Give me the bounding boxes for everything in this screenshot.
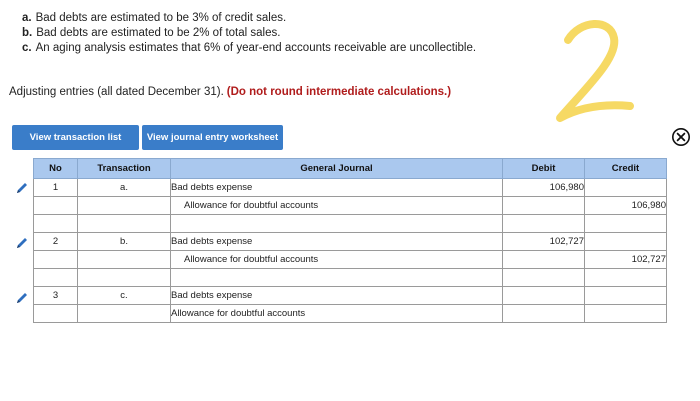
cell-account[interactable]: Allowance for doubtful accounts xyxy=(171,197,503,215)
header-credit: Credit xyxy=(585,159,667,179)
cell-debit[interactable] xyxy=(503,287,585,305)
general-journal-table xyxy=(33,158,667,323)
table-row xyxy=(34,251,667,269)
handwritten-number-mark xyxy=(548,10,640,128)
cell-debit[interactable] xyxy=(503,305,585,323)
cell-account[interactable] xyxy=(171,215,503,233)
table-row xyxy=(34,269,667,287)
cell-transaction xyxy=(78,197,171,215)
table-row xyxy=(34,287,667,305)
cell-credit[interactable]: 102,727 xyxy=(585,251,667,269)
table-row xyxy=(34,215,667,233)
table-row xyxy=(34,305,667,323)
cell-account[interactable] xyxy=(171,269,503,287)
instruction-b: b. Bad debts are estimated to be 2% of total sales. xyxy=(22,27,281,39)
cell-debit[interactable]: 106,980 xyxy=(503,179,585,197)
cell-credit[interactable] xyxy=(585,305,667,323)
cell-no: 1 xyxy=(34,179,78,197)
cell-transaction xyxy=(78,269,171,287)
cell-no xyxy=(34,269,78,287)
cell-account[interactable]: Allowance for doubtful accounts xyxy=(171,305,503,323)
cell-account[interactable]: Allowance for doubtful accounts xyxy=(171,251,503,269)
cell-credit[interactable]: 106,980 xyxy=(585,197,667,215)
view-journal-worksheet-button[interactable]: View journal entry worksheet xyxy=(142,125,283,150)
cell-debit[interactable] xyxy=(503,251,585,269)
cell-account[interactable]: Bad debts expense xyxy=(171,287,503,305)
instruction-c: c. An aging analysis estimates that 6% of year-end accounts receivable are uncollectible. xyxy=(22,42,477,54)
cell-transaction: a. xyxy=(78,179,171,197)
rounding-note: (Do not round intermediate calculations.) xyxy=(226,86,452,98)
cell-transaction: c. xyxy=(78,287,171,305)
cell-credit[interactable] xyxy=(585,287,667,305)
header-debit: Debit xyxy=(503,159,585,179)
cell-transaction xyxy=(78,251,171,269)
cell-no: 2 xyxy=(34,233,78,251)
cell-no xyxy=(34,215,78,233)
pencil-edit-icon[interactable] xyxy=(15,236,29,250)
table-row xyxy=(34,197,667,215)
instruction-a: a. Bad debts are estimated to be 3% of credit sales. xyxy=(22,12,287,24)
cell-no xyxy=(34,197,78,215)
cell-account[interactable]: Bad debts expense xyxy=(171,179,503,197)
view-transaction-list-button[interactable]: View transaction list xyxy=(12,125,139,150)
pencil-edit-icon[interactable] xyxy=(15,291,29,305)
cell-no xyxy=(34,305,78,323)
cell-credit[interactable] xyxy=(585,215,667,233)
cell-account[interactable]: Bad debts expense xyxy=(171,233,503,251)
cell-credit[interactable] xyxy=(585,233,667,251)
cell-debit[interactable]: 102,727 xyxy=(503,233,585,251)
table-row xyxy=(34,179,667,197)
pencil-edit-icon[interactable] xyxy=(15,181,29,195)
cell-debit[interactable] xyxy=(503,215,585,233)
cell-transaction: b. xyxy=(78,233,171,251)
cell-transaction xyxy=(78,305,171,323)
adjusting-entries-heading: Adjusting entries (all dated December 31). (Do not round intermediate calculations.) xyxy=(9,86,452,98)
instructions-list xyxy=(22,11,476,56)
cell-transaction xyxy=(78,215,171,233)
cell-debit[interactable] xyxy=(503,269,585,287)
cell-credit[interactable] xyxy=(585,269,667,287)
close-icon[interactable] xyxy=(671,127,691,147)
table-header-row xyxy=(34,159,667,179)
table-row xyxy=(34,233,667,251)
header-transaction: Transaction xyxy=(78,159,171,179)
header-no: No xyxy=(34,159,78,179)
cell-credit[interactable] xyxy=(585,179,667,197)
cell-no: 3 xyxy=(34,287,78,305)
cell-debit[interactable] xyxy=(503,197,585,215)
cell-no xyxy=(34,251,78,269)
header-general-journal: General Journal xyxy=(171,159,503,179)
